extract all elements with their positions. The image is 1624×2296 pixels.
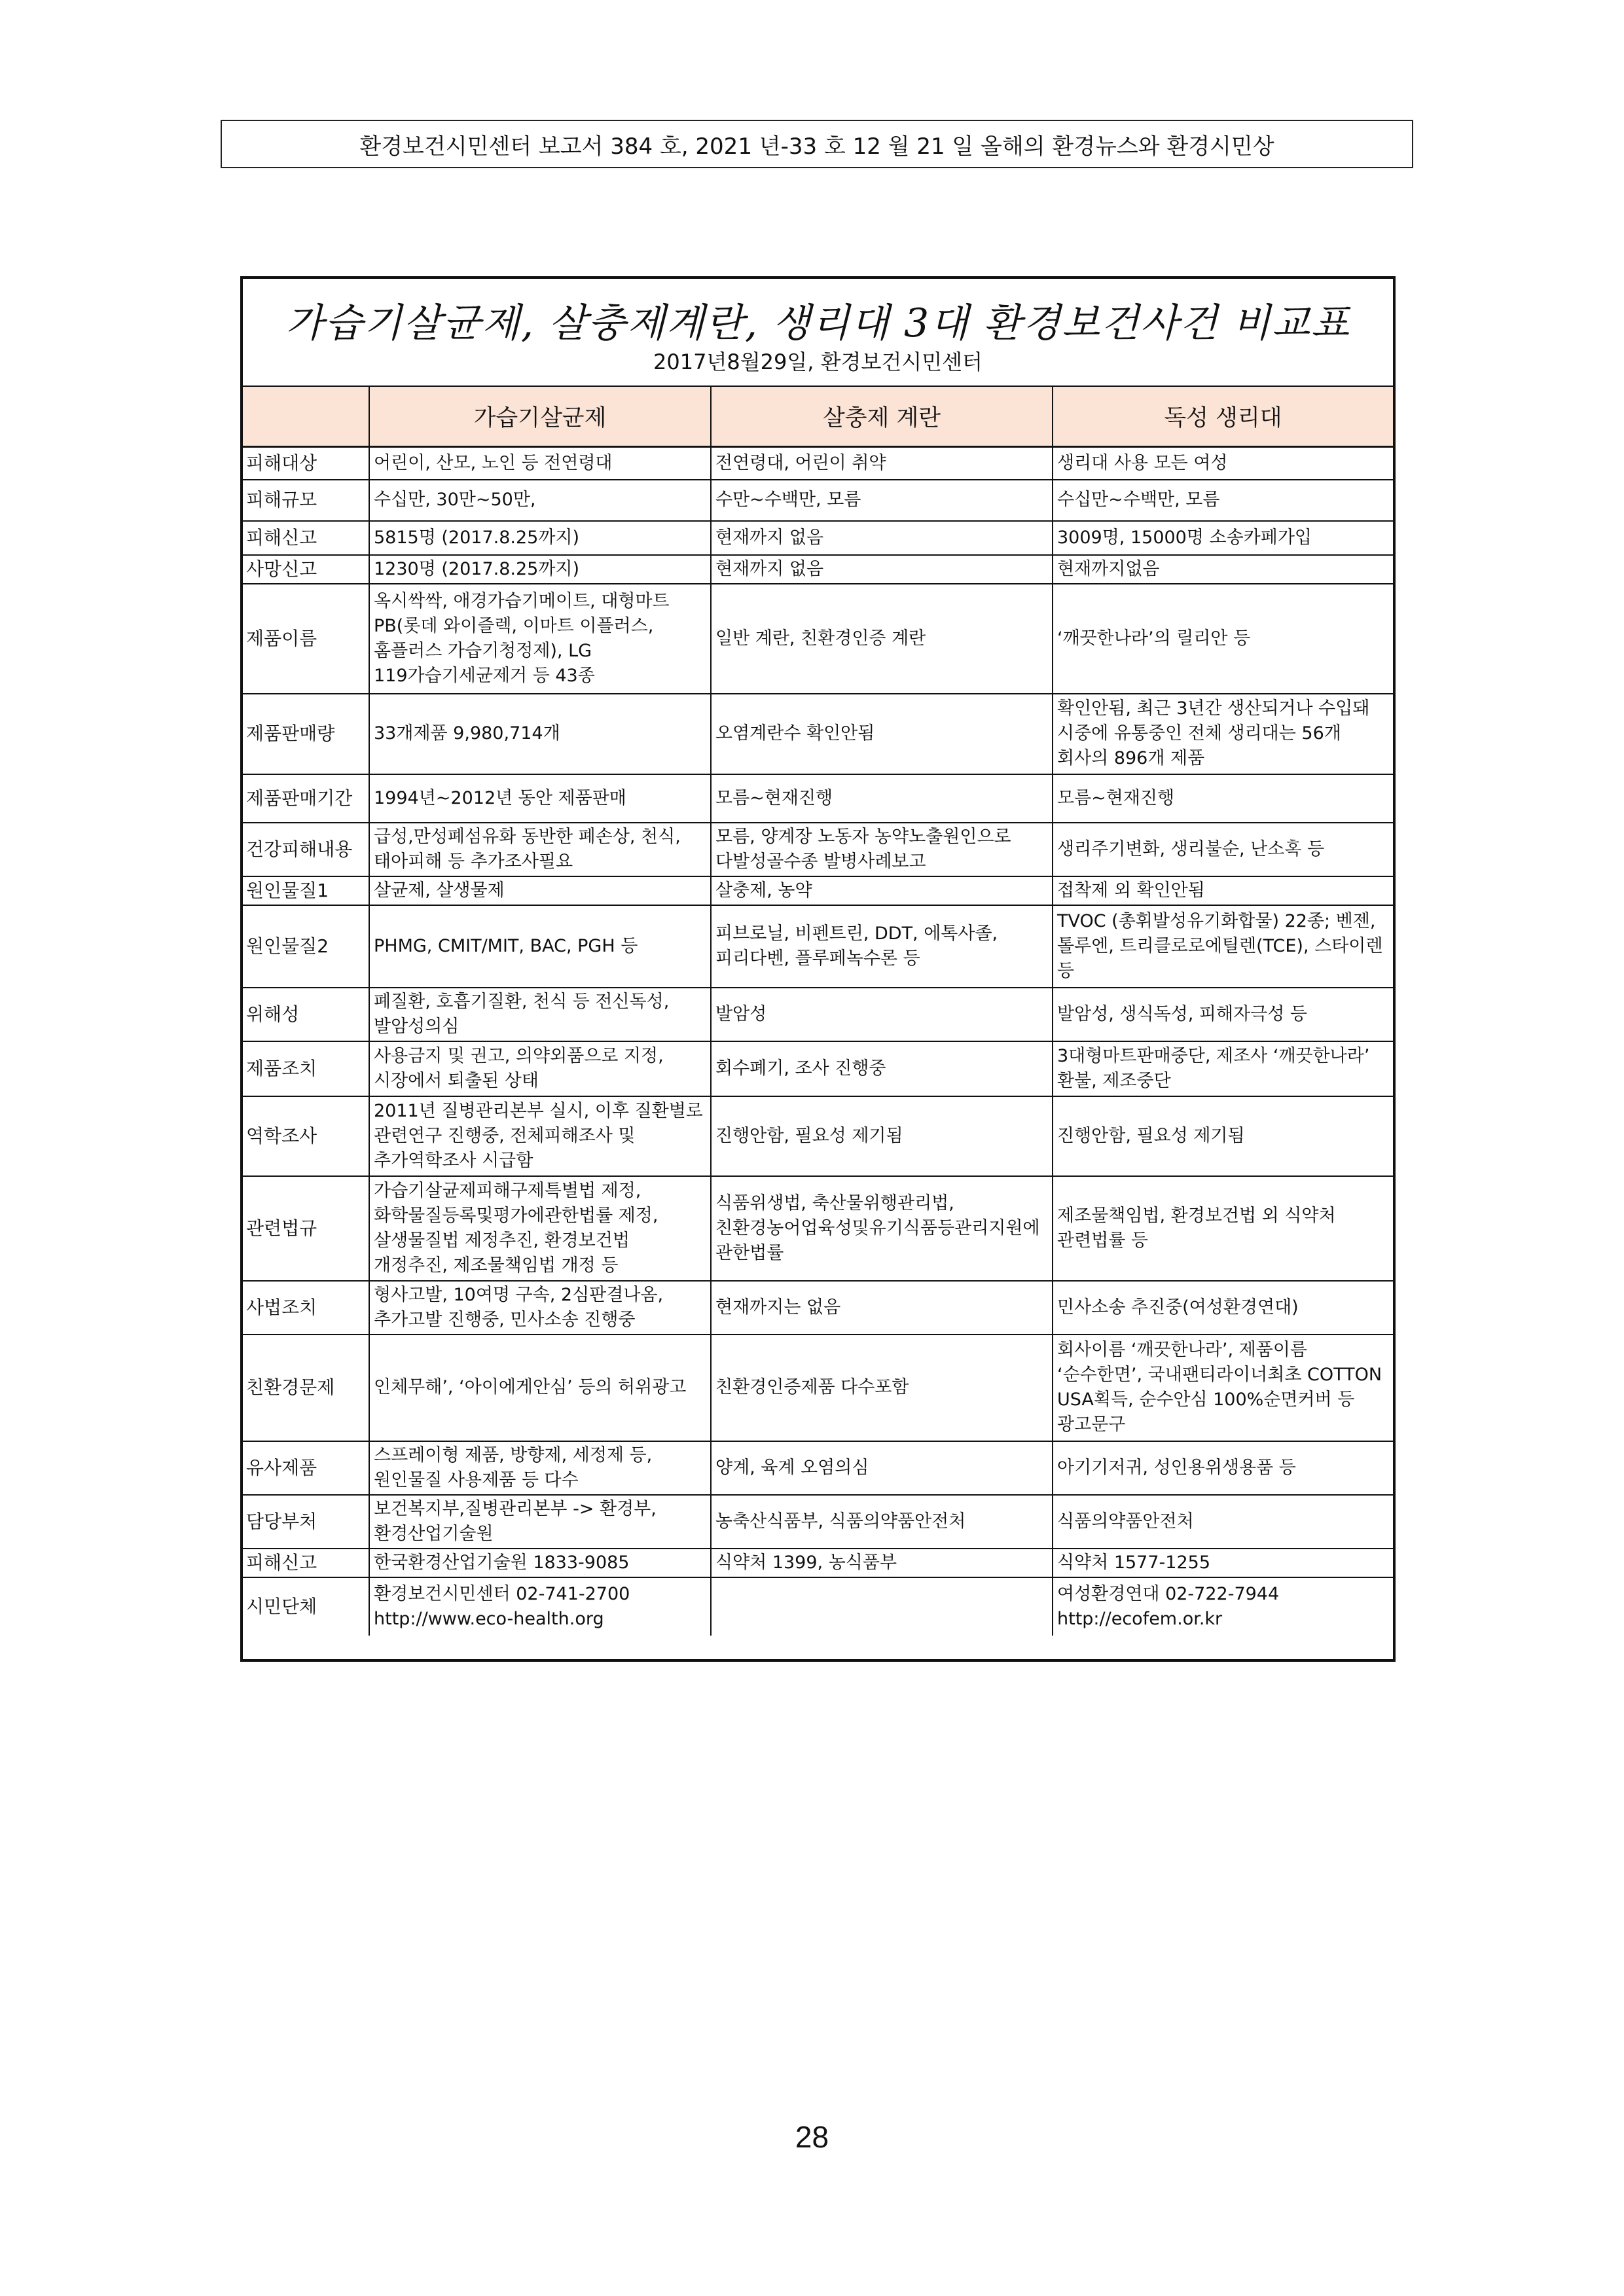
table-row — [243, 1441, 1393, 1495]
table-row — [243, 1096, 1393, 1176]
row-category: 시민단체 — [243, 1577, 369, 1636]
table-cell: 식품의약품안전처 — [1053, 1495, 1393, 1549]
row-category: 위해성 — [243, 988, 369, 1041]
table-row — [243, 694, 1393, 774]
table-cell: 발암성 — [711, 988, 1053, 1041]
table-row — [243, 555, 1393, 584]
report-header — [221, 120, 1413, 168]
column-header: 살충제 계란 — [711, 387, 1053, 447]
table-cell: 진행안함, 필요성 제기됨 — [711, 1096, 1053, 1176]
table-cell: 3009명, 15000명 소송카페가입 — [1053, 521, 1393, 555]
column-header: 가습기살균제 — [369, 387, 711, 447]
table-cell: 스프레이형 제품, 방향제, 세정제 등, 원인물질 사용제품 등 다수 — [369, 1441, 711, 1495]
table-cell: 인체무해’, ‘아이에게안심’ 등의 허위광고 — [369, 1335, 711, 1441]
table-cell: 양계, 육계 오염의심 — [711, 1441, 1053, 1495]
table-cell: 모름~현재진행 — [711, 774, 1053, 823]
table-cell: 형사고발, 10여명 구속, 2심판결나옴, 추가고발 진행중, 민사소송 진행중 — [369, 1281, 711, 1335]
row-category: 친환경문제 — [243, 1335, 369, 1441]
table-cell: 환경보건시민센터 02-741-2700 http://www.eco-health.org — [369, 1577, 711, 1636]
table-row — [243, 1335, 1393, 1441]
table-cell: 옥시싹싹, 애경가습기메이트, 대형마트 PB(롯데 와이즐렉, 이마트 이플러스, 홈플러스 가습기청정제), LG 119가습기세균제거 등 43종 — [369, 584, 711, 694]
comparison-table — [240, 276, 1396, 1662]
table-subtitle: 2017년8월29일, 환경보건시민센터 — [653, 350, 983, 374]
table-row — [243, 521, 1393, 555]
table-row — [243, 1041, 1393, 1096]
row-category: 관련법규 — [243, 1176, 369, 1281]
table-row — [243, 1281, 1393, 1335]
table-cell: 민사소송 추진중(여성환경연대) — [1053, 1281, 1393, 1335]
table-cell — [711, 1577, 1053, 1636]
table-cell: 현재까지는 없음 — [711, 1281, 1053, 1335]
table-cell: 살충제, 농약 — [711, 876, 1053, 905]
row-category: 피해규모 — [243, 480, 369, 521]
table-cell: 일반 계란, 친환경인증 계란 — [711, 584, 1053, 694]
table-cell: PHMG, CMIT/MIT, BAC, PGH 등 — [369, 905, 711, 988]
row-category: 사망신고 — [243, 555, 369, 584]
table-cell: 식품위생법, 축산물위행관리법, 친환경농어업육성및유기식품등관리지원에 관한법률 — [711, 1176, 1053, 1281]
table-cell: 2011년 질병관리본부 실시, 이후 질환별로 관련연구 진행중, 전체피해조사 및 추가역학조사 시급함 — [369, 1096, 711, 1176]
table-cell: 농축산식품부, 식품의약품안전처 — [711, 1495, 1053, 1549]
table-row — [243, 1495, 1393, 1549]
row-category: 피해신고 — [243, 521, 369, 555]
page-number: 28 — [795, 2120, 829, 2154]
report-header-text: 환경보건시민센터 보고서 384 호, 2021 년-33 호 12 월 21 일 올해의 환경뉴스와 환경시민상 — [359, 133, 1274, 160]
table-row — [243, 447, 1393, 480]
table-cell: 친환경인증제품 다수포함 — [711, 1335, 1053, 1441]
table-row — [243, 905, 1393, 988]
row-category: 건강피해내용 — [243, 823, 369, 876]
table-cell: 회수폐기, 조사 진행중 — [711, 1041, 1053, 1096]
row-category: 제품이름 — [243, 584, 369, 694]
comparison-grid — [243, 387, 1393, 1636]
table-cell: 수만~수백만, 모름 — [711, 480, 1053, 521]
table-row — [243, 1176, 1393, 1281]
table-cell: 식약처 1399, 농식품부 — [711, 1549, 1053, 1577]
table-cell: 5815명 (2017.8.25까지) — [369, 521, 711, 555]
table-cell: 오염계란수 확인안됨 — [711, 694, 1053, 774]
table-body — [243, 447, 1393, 1636]
table-cell: 1230명 (2017.8.25까지) — [369, 555, 711, 584]
row-category: 제품판매기간 — [243, 774, 369, 823]
table-cell: 모름, 양계장 노동자 농약노출원인으로 다발성골수종 발병사례보고 — [711, 823, 1053, 876]
table-row — [243, 1549, 1393, 1577]
table-cell: 어린이, 산모, 노인 등 전연령대 — [369, 447, 711, 480]
table-cell: 1994년~2012년 동안 제품판매 — [369, 774, 711, 823]
table-cell: 회사이름 ‘깨끗한나라’, 제품이름 ‘순수한면’, 국내팬티라이너최초 COTTON USA획득, 순수안심 100%순면커버 등 광고문구 — [1053, 1335, 1393, 1441]
row-category: 담당부처 — [243, 1495, 369, 1549]
table-row — [243, 823, 1393, 876]
table-cell: 모름~현재진행 — [1053, 774, 1393, 823]
table-cell: 전연령대, 어린이 취약 — [711, 447, 1053, 480]
table-row — [243, 1577, 1393, 1636]
table-cell: 생리대 사용 모든 여성 — [1053, 447, 1393, 480]
table-cell: 3대형마트판매중단, 제조사 ‘깨끗한나라’ 환불, 제조중단 — [1053, 1041, 1393, 1096]
table-cell: 생리주기변화, 생리불순, 난소혹 등 — [1053, 823, 1393, 876]
table-cell: 아기기저귀, 성인용위생용품 등 — [1053, 1441, 1393, 1495]
row-category: 피해신고 — [243, 1549, 369, 1577]
column-header: 독성 생리대 — [1053, 387, 1393, 447]
table-cell: 보건복지부,질병관리본부 -> 환경부, 환경산업기술원 — [369, 1495, 711, 1549]
table-title: 가습기살균제, 살충제계란, 생리대 3대 환경보건사건 비교표 — [285, 300, 1350, 346]
table-header-row — [243, 387, 1393, 447]
table-cell: 식약처 1577-1255 — [1053, 1549, 1393, 1577]
table-cell: 수십만, 30만~50만, — [369, 480, 711, 521]
table-cell: ‘깨끗한나라’의 릴리안 등 — [1053, 584, 1393, 694]
row-category: 유사제품 — [243, 1441, 369, 1495]
table-title-block — [243, 279, 1393, 387]
table-row — [243, 988, 1393, 1041]
table-cell: 수십만~수백만, 모름 — [1053, 480, 1393, 521]
table-cell: 접착제 외 확인안됨 — [1053, 876, 1393, 905]
row-category: 원인물질1 — [243, 876, 369, 905]
row-category: 역학조사 — [243, 1096, 369, 1176]
table-cell: 급성,만성폐섬유화 동반한 폐손상, 천식, 태아피해 등 추가조사필요 — [369, 823, 711, 876]
table-cell: TVOC (총휘발성유기화합물) 22종; 벤젠, 톨루엔, 트리클로로에틸렌(TCE), 스타이렌 등 — [1053, 905, 1393, 988]
table-cell: 확인안됨, 최근 3년간 생산되거나 수입돼 시중에 유통중인 전체 생리대는 56개 회사의 896개 제품 — [1053, 694, 1393, 774]
table-cell: 폐질환, 호흡기질환, 천식 등 전신독성, 발암성의심 — [369, 988, 711, 1041]
table-cell: 여성환경연대 02-722-7944 http://ecofem.or.kr — [1057, 1583, 1280, 1629]
row-category: 사법조치 — [243, 1281, 369, 1335]
table-cell: 제조물책임법, 환경보건법 외 식약처 관련법률 등 — [1053, 1176, 1393, 1281]
table-row — [243, 480, 1393, 521]
row-category: 원인물질2 — [243, 905, 369, 988]
table-row — [243, 876, 1393, 905]
table-cell: 33개제품 9,980,714개 — [369, 694, 711, 774]
table-cell: 살균제, 살생물제 — [369, 876, 711, 905]
table-cell: 현재까지없음 — [1053, 555, 1393, 584]
table-cell: 현재까지 없음 — [711, 521, 1053, 555]
row-category: 제품판매량 — [243, 694, 369, 774]
table-cell: 피브로닐, 비펜트린, DDT, 에톡사졸, 피리다벤, 플루페녹수론 등 — [711, 905, 1053, 988]
column-header — [243, 387, 369, 447]
row-category: 제품조치 — [243, 1041, 369, 1096]
table-cell: 한국환경산업기술원 1833-9085 — [369, 1549, 711, 1577]
table-cell: 발암성, 생식독성, 피해자극성 등 — [1053, 988, 1393, 1041]
table-row — [243, 584, 1393, 694]
table-cell: 사용금지 및 권고, 의약외품으로 지정, 시장에서 퇴출된 상태 — [369, 1041, 711, 1096]
table-cell: 현재까지 없음 — [711, 555, 1053, 584]
table-cell: 진행안함, 필요성 제기됨 — [1053, 1096, 1393, 1176]
table-row — [243, 774, 1393, 823]
table-cell: 가습기살균제피해구제특별법 제정, 화학물질등록및평가에관한법률 제정, 살생물질법 제정추진, 환경보건법 개정추진, 제조물책임법 개정 등 — [369, 1176, 711, 1281]
row-category: 피해대상 — [243, 447, 369, 480]
